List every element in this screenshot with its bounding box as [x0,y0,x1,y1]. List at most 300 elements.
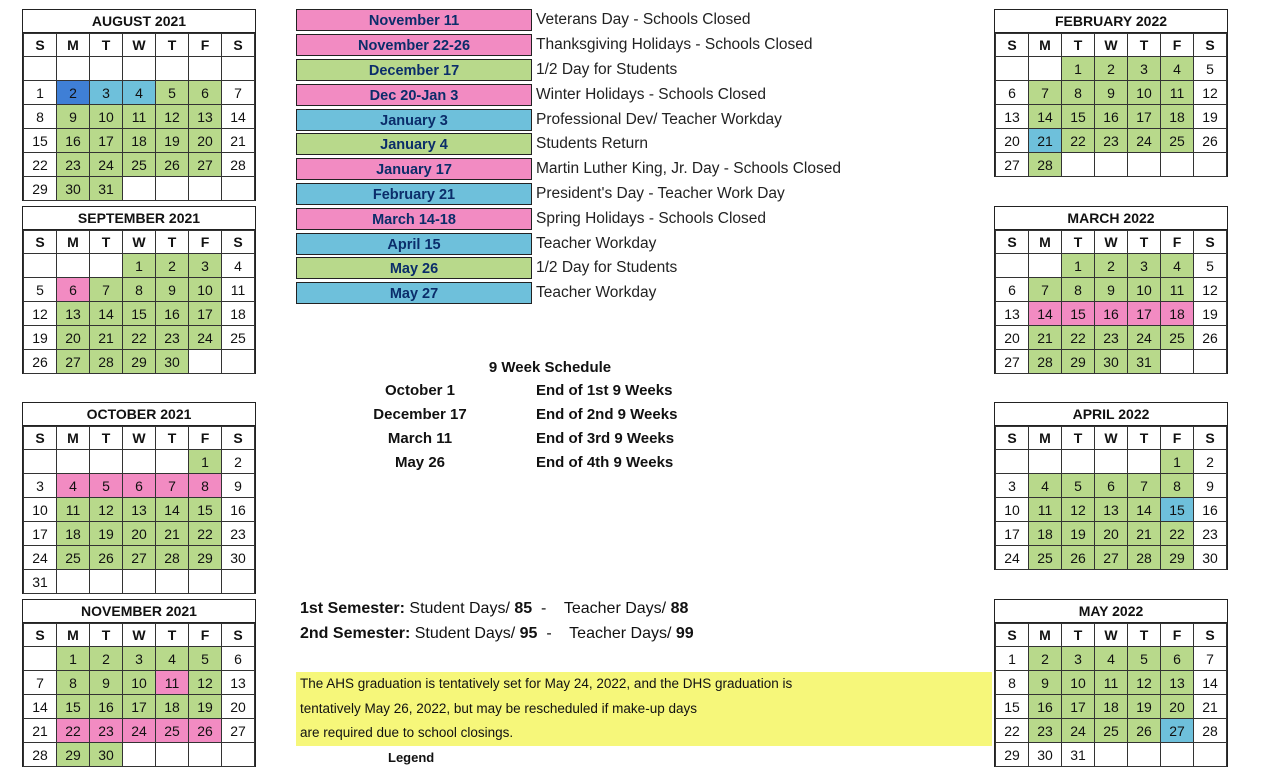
day-cell: 27 [996,350,1029,374]
day-cell [57,570,90,594]
day-cell [189,570,222,594]
event-row [296,206,841,231]
day-cell: 14 [156,498,189,522]
teacher-days-count: 88 [670,600,689,617]
day-cell: 10 [90,105,123,129]
note-line: tentatively May 26, 2022, but may be rescheduled if make-up days [300,700,697,716]
day-cell: 15 [24,129,57,153]
day-cell: 3 [1062,647,1095,671]
day-cell: 29 [123,350,156,374]
day-header: S [24,231,57,254]
day-cell: 24 [1128,129,1161,153]
month-grid [995,426,1227,570]
event-row [296,231,841,256]
day-cell: 24 [1062,719,1095,743]
day-cell: 4 [1095,647,1128,671]
day-cell: 18 [57,522,90,546]
day-cell: 29 [1161,546,1194,570]
day-cell: 26 [90,546,123,570]
day-cell: 3 [24,474,57,498]
event-description: Martin Luther King, Jr. Day - Schools Closed [536,160,841,178]
day-header: S [1194,34,1227,57]
day-cell: 22 [24,153,57,177]
day-header: T [90,34,123,57]
day-cell: 11 [1161,81,1194,105]
day-cell [156,177,189,201]
day-cell: 1 [57,647,90,671]
day-cell: 18 [156,695,189,719]
day-cell: 26 [1062,546,1095,570]
day-header: W [1095,427,1128,450]
day-header: W [123,624,156,647]
day-cell: 3 [189,254,222,278]
day-header: W [1095,231,1128,254]
day-cell [222,570,255,594]
day-cell: 10 [24,498,57,522]
event-date: January 3 [296,109,532,131]
day-cell [90,450,123,474]
event-date: February 21 [296,183,532,205]
day-cell: 29 [24,177,57,201]
event-description: Spring Holidays - Schools Closed [536,209,767,227]
day-cell: 17 [996,522,1029,546]
day-cell [1161,153,1194,177]
day-cell [1161,350,1194,374]
day-cell: 13 [1095,498,1128,522]
event-row [296,182,841,207]
nine-week-label: End of 4th 9 Weeks [536,454,674,471]
day-cell: 21 [1194,695,1227,719]
day-header: T [1128,427,1161,450]
nine-week-label: End of 1st 9 Weeks [536,382,673,399]
separator: - [537,625,566,642]
day-cell: 31 [1128,350,1161,374]
day-cell: 10 [123,671,156,695]
day-cell [57,254,90,278]
day-cell: 1 [189,450,222,474]
event-row [296,256,841,281]
day-cell: 20 [1095,522,1128,546]
day-cell: 20 [222,695,255,719]
day-header: M [57,34,90,57]
nine-week-label: End of 2nd 9 Weeks [536,406,678,423]
day-cell: 19 [1194,105,1227,129]
day-cell [156,570,189,594]
day-cell: 9 [1095,81,1128,105]
day-cell: 25 [1095,719,1128,743]
event-row [296,157,841,182]
day-header: T [90,427,123,450]
month-calendar-feb [994,9,1228,177]
nine-week-schedule [340,356,740,475]
month-title: MARCH 2022 [995,207,1227,230]
day-cell: 16 [57,129,90,153]
day-cell: 6 [222,647,255,671]
day-header: T [1128,231,1161,254]
day-header: F [189,34,222,57]
month-calendar-apr [994,402,1228,570]
day-header: T [156,231,189,254]
day-header: F [1161,624,1194,647]
day-header: T [1128,34,1161,57]
day-cell: 7 [1194,647,1227,671]
event-description: 1/2 Day for Students [536,259,678,277]
day-cell: 28 [222,153,255,177]
day-cell [1062,153,1095,177]
day-header: M [1029,231,1062,254]
day-cell: 27 [189,153,222,177]
event-date: November 11 [296,9,532,31]
day-cell: 26 [1128,719,1161,743]
day-cell: 23 [1095,326,1128,350]
day-cell [1029,254,1062,278]
day-cell: 2 [57,81,90,105]
day-cell: 2 [1194,450,1227,474]
day-cell: 30 [1095,350,1128,374]
day-header: W [123,231,156,254]
day-cell: 3 [1128,254,1161,278]
day-cell: 15 [1062,105,1095,129]
day-cell: 19 [156,129,189,153]
day-cell: 15 [996,695,1029,719]
month-title: NOVEMBER 2021 [23,600,255,623]
day-cell: 13 [57,302,90,326]
day-cell: 24 [90,153,123,177]
day-cell: 3 [123,647,156,671]
day-cell: 30 [57,177,90,201]
month-title: MAY 2022 [995,600,1227,623]
day-cell: 20 [996,129,1029,153]
day-cell: 30 [1029,743,1062,767]
graduation-note [296,672,992,746]
day-cell: 4 [1161,57,1194,81]
event-row [296,82,841,107]
day-cell: 26 [24,350,57,374]
day-cell [189,177,222,201]
day-cell: 7 [90,278,123,302]
day-cell: 14 [1029,105,1062,129]
day-cell: 8 [1161,474,1194,498]
month-title: APRIL 2022 [995,403,1227,426]
day-cell: 14 [1194,671,1227,695]
month-grid [23,230,255,374]
month-calendar-nov [22,599,256,767]
day-cell: 22 [1161,522,1194,546]
event-description: Teacher Workday [536,284,657,302]
day-header: W [123,34,156,57]
day-cell: 25 [1029,546,1062,570]
day-cell: 23 [1095,129,1128,153]
day-cell: 15 [57,695,90,719]
day-header: T [1062,427,1095,450]
day-cell [90,57,123,81]
day-cell: 16 [1029,695,1062,719]
month-title: FEBRUARY 2022 [995,10,1227,33]
day-header: W [1095,34,1128,57]
student-days-label: Student Days/ [410,625,520,642]
day-cell: 16 [156,302,189,326]
day-cell: 29 [996,743,1029,767]
day-cell: 13 [222,671,255,695]
day-cell [57,57,90,81]
semester-label: 2nd Semester: [300,625,411,642]
day-cell: 27 [222,719,255,743]
day-cell [57,450,90,474]
day-cell: 11 [156,671,189,695]
day-cell: 18 [1161,302,1194,326]
day-cell: 1 [1062,57,1095,81]
day-cell: 24 [24,546,57,570]
day-cell: 11 [222,278,255,302]
day-cell [1161,743,1194,767]
day-cell: 23 [1029,719,1062,743]
day-cell: 18 [222,302,255,326]
day-cell: 12 [156,105,189,129]
day-cell: 24 [189,326,222,350]
day-cell: 16 [1095,105,1128,129]
day-cell: 27 [57,350,90,374]
day-cell: 29 [1062,350,1095,374]
day-cell: 20 [57,326,90,350]
nine-week-date: October 1 [384,382,456,399]
event-description: Teacher Workday [536,234,657,252]
day-cell [123,57,156,81]
day-header: M [1029,427,1062,450]
day-cell: 30 [156,350,189,374]
day-cell [222,743,255,767]
day-cell: 14 [222,105,255,129]
day-cell [1095,743,1128,767]
day-cell: 20 [996,326,1029,350]
day-cell: 25 [222,326,255,350]
day-cell: 29 [57,743,90,767]
event-date: November 22-26 [296,34,532,56]
day-cell: 7 [156,474,189,498]
nine-week-row [340,379,740,403]
event-row [296,107,841,132]
day-cell [1062,450,1095,474]
day-header: F [189,231,222,254]
day-cell: 7 [1128,474,1161,498]
day-header: S [222,34,255,57]
day-cell [222,350,255,374]
day-header: F [1161,231,1194,254]
day-cell: 9 [1194,474,1227,498]
event-description: President's Day - Teacher Work Day [536,184,785,202]
day-cell: 11 [1029,498,1062,522]
day-cell: 19 [1194,302,1227,326]
day-header: S [1194,231,1227,254]
day-cell: 4 [57,474,90,498]
semester-2 [300,625,694,643]
day-cell: 22 [1062,326,1095,350]
day-cell: 15 [1161,498,1194,522]
day-cell: 25 [123,153,156,177]
day-cell: 12 [1128,671,1161,695]
day-cell: 6 [123,474,156,498]
day-cell: 23 [222,522,255,546]
day-cell: 3 [90,81,123,105]
day-cell: 25 [57,546,90,570]
day-cell: 23 [156,326,189,350]
day-cell: 2 [156,254,189,278]
day-cell: 1 [24,81,57,105]
day-cell: 22 [1062,129,1095,153]
day-cell: 30 [222,546,255,570]
day-cell: 5 [156,81,189,105]
day-cell: 11 [123,105,156,129]
day-cell: 21 [90,326,123,350]
event-row [296,8,841,33]
event-date: Dec 20-Jan 3 [296,84,532,106]
day-header: S [222,231,255,254]
event-date: April 15 [296,233,532,255]
day-cell: 28 [90,350,123,374]
day-cell: 28 [1029,350,1062,374]
event-date: January 4 [296,133,532,155]
day-header: T [90,231,123,254]
day-cell: 28 [156,546,189,570]
day-cell [90,254,123,278]
day-cell: 23 [1194,522,1227,546]
day-cell: 13 [996,302,1029,326]
day-cell: 16 [222,498,255,522]
day-cell: 14 [1128,498,1161,522]
day-cell: 4 [1029,474,1062,498]
day-header: M [57,231,90,254]
day-cell: 11 [57,498,90,522]
day-cell: 10 [1128,81,1161,105]
day-cell [156,743,189,767]
day-header: T [156,34,189,57]
month-grid [23,426,255,594]
day-cell [1029,57,1062,81]
day-cell: 31 [1062,743,1095,767]
day-cell: 14 [24,695,57,719]
day-cell: 10 [1062,671,1095,695]
day-cell: 21 [1029,129,1062,153]
day-cell: 19 [90,522,123,546]
day-cell [996,254,1029,278]
day-cell: 8 [996,671,1029,695]
event-list [296,8,841,306]
event-row [296,58,841,83]
event-description: Veterans Day - Schools Closed [536,11,751,29]
day-cell: 4 [222,254,255,278]
day-header: S [1194,624,1227,647]
day-cell: 8 [1062,278,1095,302]
day-header: W [123,427,156,450]
day-cell: 24 [1128,326,1161,350]
event-description: Students Return [536,135,649,153]
day-cell [24,450,57,474]
day-cell: 22 [189,522,222,546]
day-cell: 16 [1194,498,1227,522]
nine-week-date: December 17 [373,406,467,423]
day-header: S [996,427,1029,450]
day-cell: 6 [1161,647,1194,671]
day-cell: 2 [222,450,255,474]
day-cell: 20 [189,129,222,153]
day-cell: 31 [90,177,123,201]
day-cell [90,570,123,594]
day-cell: 19 [189,695,222,719]
day-cell: 7 [1029,278,1062,302]
event-description: Thanksgiving Holidays - Schools Closed [536,36,813,54]
day-cell: 18 [1161,105,1194,129]
day-cell: 9 [222,474,255,498]
day-cell [1194,153,1227,177]
month-calendar-mar [994,206,1228,374]
day-header: S [24,427,57,450]
day-cell: 13 [123,498,156,522]
day-cell [1095,450,1128,474]
event-date: March 14-18 [296,208,532,230]
day-cell: 25 [156,719,189,743]
separator: - [532,600,560,617]
day-cell: 9 [1029,671,1062,695]
day-cell: 26 [1194,129,1227,153]
day-cell: 5 [24,278,57,302]
day-header: W [1095,624,1128,647]
day-cell: 12 [24,302,57,326]
day-cell: 27 [1095,546,1128,570]
day-cell: 23 [57,153,90,177]
teacher-days-count: 99 [675,625,694,642]
month-calendar-may [994,599,1228,767]
day-cell: 5 [90,474,123,498]
day-header: S [996,231,1029,254]
nine-week-row [340,451,740,475]
day-cell: 17 [90,129,123,153]
day-cell: 21 [156,522,189,546]
day-cell: 12 [1194,278,1227,302]
day-cell: 13 [1161,671,1194,695]
day-cell: 2 [1029,647,1062,671]
day-cell: 27 [123,546,156,570]
day-cell [1194,743,1227,767]
day-cell: 1 [1161,450,1194,474]
note-line: The AHS graduation is tentatively set for May 24, 2022, and the DHS graduation is [300,676,793,691]
day-cell: 17 [189,302,222,326]
month-grid [995,623,1227,767]
day-cell: 14 [1029,302,1062,326]
day-cell: 17 [123,695,156,719]
day-cell: 14 [90,302,123,326]
day-cell: 22 [996,719,1029,743]
day-header: T [1062,624,1095,647]
day-cell: 27 [1161,719,1194,743]
day-cell: 6 [1095,474,1128,498]
day-cell [189,350,222,374]
month-title: SEPTEMBER 2021 [23,207,255,230]
day-cell: 2 [90,647,123,671]
student-days-count: 85 [514,600,533,617]
day-cell: 10 [1128,278,1161,302]
day-header: S [1194,427,1227,450]
event-description: 1/2 Day for Students [536,60,678,78]
month-grid [23,33,255,201]
event-row [296,281,841,306]
day-cell: 8 [1062,81,1095,105]
day-cell [1128,743,1161,767]
day-cell: 6 [189,81,222,105]
day-cell: 11 [1161,278,1194,302]
day-cell [996,450,1029,474]
day-cell: 9 [57,105,90,129]
day-cell: 17 [24,522,57,546]
day-cell: 4 [156,647,189,671]
